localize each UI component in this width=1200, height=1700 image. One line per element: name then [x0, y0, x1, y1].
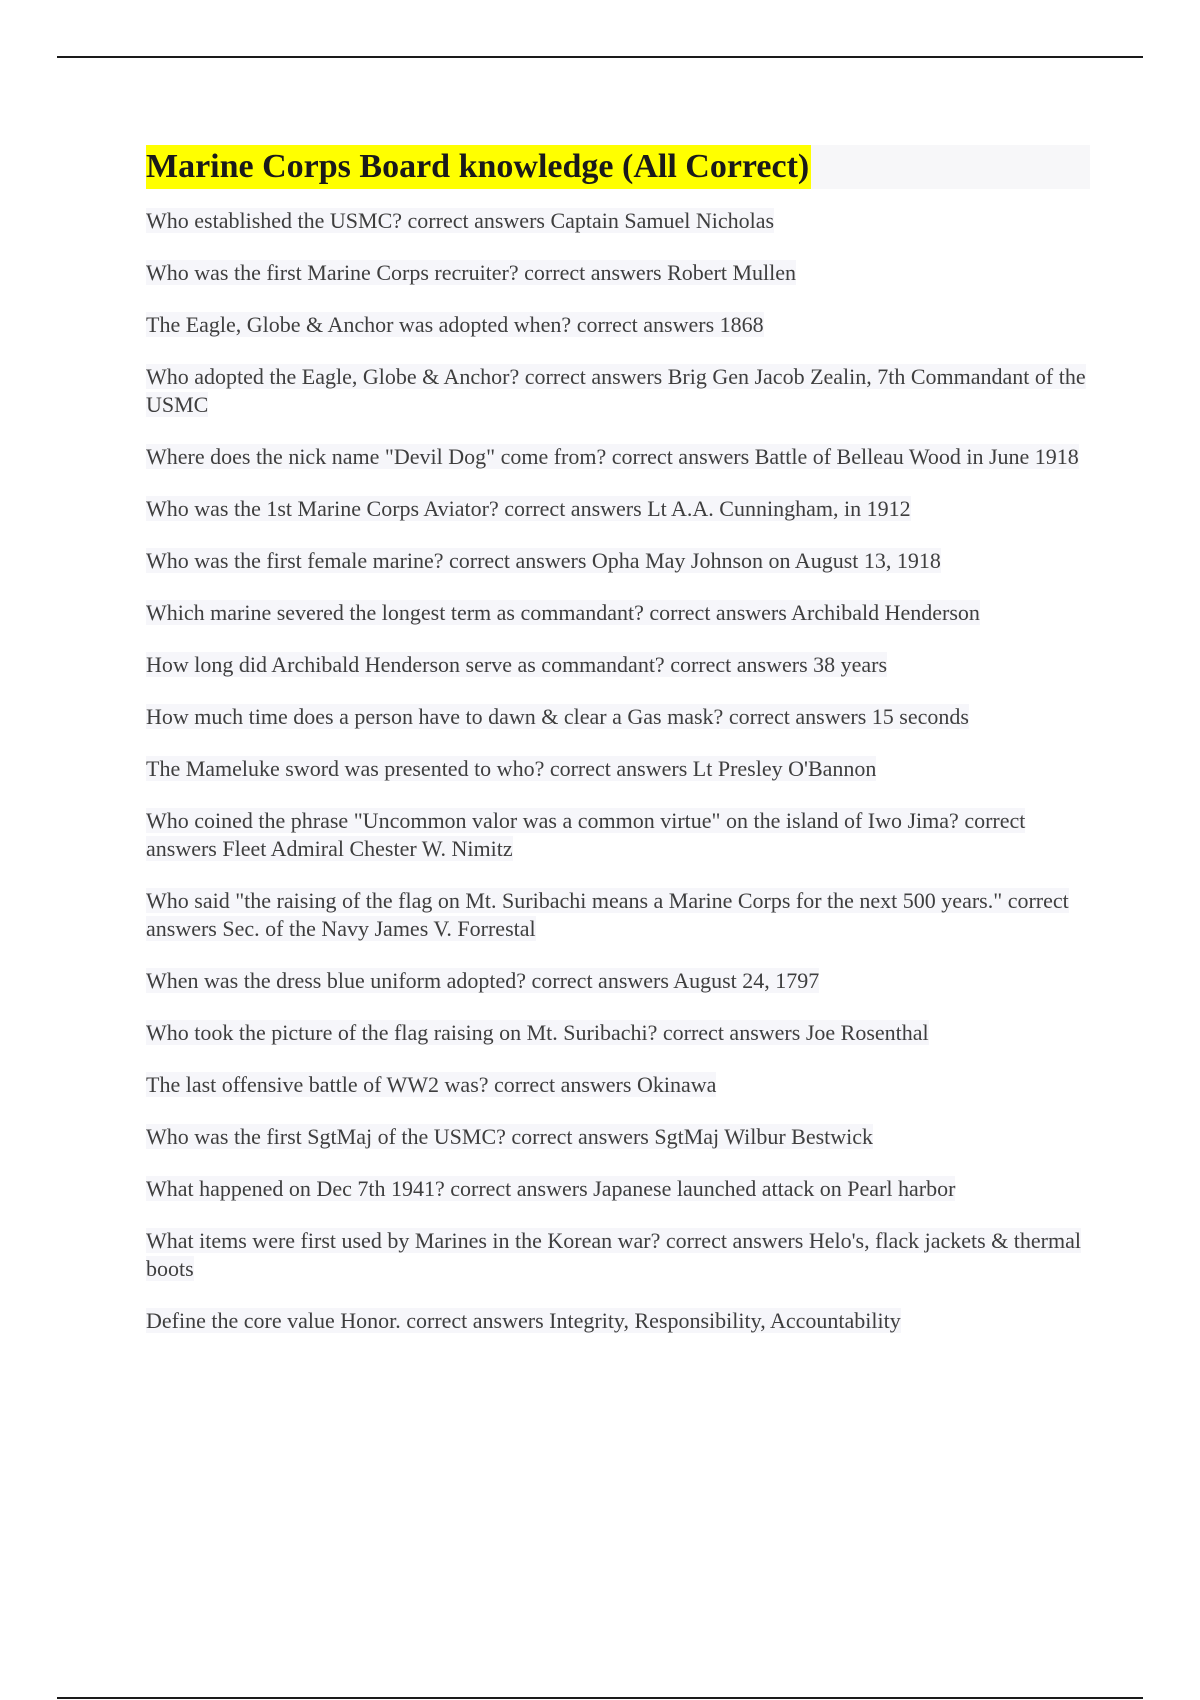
top-rule	[57, 56, 1143, 58]
answer-text: Archibald Henderson	[791, 600, 980, 625]
answer-prefix: correct answers	[511, 1124, 649, 1149]
qa-text	[146, 1228, 1081, 1281]
qa-item	[146, 311, 1090, 339]
question-text: Define the core value Honor.	[146, 1308, 401, 1333]
answer-prefix: correct answers	[450, 1176, 588, 1201]
document-body	[146, 145, 1090, 1359]
qa-text	[146, 444, 1079, 469]
qa-item	[146, 495, 1090, 523]
question-text: Who was the first female marine?	[146, 548, 444, 573]
answer-prefix: correct answers	[448, 548, 587, 573]
answer-prefix: correct answers	[524, 260, 662, 285]
question-text: What happened on Dec 7th 1941?	[146, 1176, 445, 1201]
answer-text: SgtMaj Wilbur Bestwick	[654, 1124, 874, 1149]
qa-item	[146, 1019, 1090, 1047]
qa-text	[146, 888, 1069, 941]
question-text: Who adopted the Eagle, Globe & Anchor?	[146, 364, 520, 389]
qa-item	[146, 547, 1090, 575]
qa-text	[146, 1124, 873, 1149]
answer-text: 15 seconds	[871, 704, 969, 729]
answer-text: Brig Gen Jacob Zealin, 7th Commandant of the USMC	[146, 364, 1086, 417]
title-bar	[146, 145, 1090, 189]
qa-item	[146, 755, 1090, 783]
answer-text: Helo's, flack jackets & thermal boots	[146, 1228, 1081, 1281]
answer-text: Sec. of the Navy James V. Forrestal	[222, 916, 536, 941]
qa-text	[146, 548, 941, 573]
question-text: Who was the first Marine Corps recruiter?	[146, 260, 519, 285]
answer-text: Joe Rosenthal	[805, 1020, 929, 1045]
answer-prefix: correct answers	[146, 888, 1069, 941]
question-text: When was the dress blue uniform adopted?	[146, 968, 526, 993]
answer-prefix: correct answers	[611, 444, 750, 469]
qa-item	[146, 967, 1090, 995]
document-title: Marine Corps Board knowledge (All Correct)	[146, 145, 811, 189]
answer-text: Robert Mullen	[667, 260, 797, 285]
bottom-rule	[57, 1697, 1143, 1699]
answer-prefix: correct answers	[146, 808, 1026, 861]
question-text: Who was the 1st Marine Corps Aviator?	[146, 496, 499, 521]
answer-text: Opha May Johnson on August 13, 1918	[591, 548, 941, 573]
question-text: Who established the USMC?	[146, 208, 403, 233]
qa-text	[146, 756, 876, 781]
qa-text	[146, 208, 774, 233]
answer-text: Fleet Admiral Chester W. Nimitz	[222, 836, 513, 861]
answer-prefix: correct answers	[728, 704, 867, 729]
answer-text: Captain Samuel Nicholas	[550, 208, 775, 233]
qa-text	[146, 1020, 929, 1045]
question-text: Who said "the raising of the flag on Mt. Suribachi means a Marine Corps for the next 500 years."	[146, 888, 1003, 913]
qa-text	[146, 496, 911, 521]
qa-item	[146, 1123, 1090, 1151]
qa-text	[146, 808, 1025, 861]
question-text: Who coined the phrase "Uncommon valor was a common virtue" on the island of Iwo Jima?	[146, 808, 959, 833]
qa-item	[146, 259, 1090, 287]
qa-item	[146, 1307, 1090, 1335]
answer-prefix: correct answers	[576, 312, 715, 337]
qa-text	[146, 1072, 716, 1097]
qa-text	[146, 968, 819, 993]
qa-item	[146, 207, 1090, 235]
qa-item	[146, 599, 1090, 627]
answer-prefix: correct answers	[665, 1228, 804, 1253]
answer-prefix: correct answers	[649, 600, 787, 625]
qa-text	[146, 600, 980, 625]
qa-text	[146, 704, 969, 729]
answer-prefix: correct answers	[662, 1020, 801, 1045]
question-text: Who took the picture of the flag raising on Mt. Suribachi?	[146, 1020, 658, 1045]
answer-text: 38 years	[813, 652, 888, 677]
answer-text: Lt A.A. Cunningham, in 1912	[647, 496, 911, 521]
question-text: The Mameluke sword was presented to who?	[146, 756, 545, 781]
qa-item	[146, 651, 1090, 679]
question-text: Who was the first SgtMaj of the USMC?	[146, 1124, 506, 1149]
qa-item	[146, 443, 1090, 471]
question-text: Where does the nick name "Devil Dog" come from?	[146, 444, 607, 469]
answer-text: Integrity, Responsibility, Accountability	[549, 1308, 901, 1333]
answer-prefix: correct answers	[549, 756, 688, 781]
question-text: The Eagle, Globe & Anchor was adopted when?	[146, 312, 572, 337]
answer-text: Lt Presley O'Bannon	[692, 756, 877, 781]
answer-text: Okinawa	[636, 1072, 717, 1097]
qa-text	[146, 1176, 955, 1201]
answer-prefix: correct answers	[504, 496, 642, 521]
qa-list	[146, 207, 1090, 1335]
qa-item	[146, 1175, 1090, 1203]
answer-text: 1868	[719, 312, 764, 337]
qa-item	[146, 703, 1090, 731]
answer-prefix: correct answers	[407, 208, 545, 233]
qa-text	[146, 260, 796, 285]
question-text: What items were first used by Marines in the Korean war?	[146, 1228, 661, 1253]
qa-text	[146, 312, 764, 337]
qa-text	[146, 1308, 901, 1333]
answer-prefix: correct answers	[670, 652, 808, 677]
answer-prefix: correct answers	[531, 968, 669, 993]
qa-text	[146, 652, 887, 677]
question-text: How much time does a person have to dawn & clear a Gas mask?	[146, 704, 724, 729]
question-text: The last offensive battle of WW2 was?	[146, 1072, 489, 1097]
answer-text: August 24, 1797	[673, 968, 820, 993]
qa-item	[146, 1227, 1090, 1283]
qa-text	[146, 364, 1086, 417]
qa-item	[146, 887, 1090, 943]
qa-item	[146, 1071, 1090, 1099]
answer-prefix: correct answers	[406, 1308, 544, 1333]
answer-prefix: correct answers	[524, 364, 663, 389]
question-text: Which marine severed the longest term as commandant?	[146, 600, 644, 625]
answer-text: Battle of Belleau Wood in June 1918	[754, 444, 1079, 469]
question-text: How long did Archibald Henderson serve as commandant?	[146, 652, 665, 677]
answer-prefix: correct answers	[494, 1072, 632, 1097]
answer-text: Japanese launched attack on Pearl harbor	[593, 1176, 956, 1201]
qa-item	[146, 363, 1090, 419]
qa-item	[146, 807, 1090, 863]
